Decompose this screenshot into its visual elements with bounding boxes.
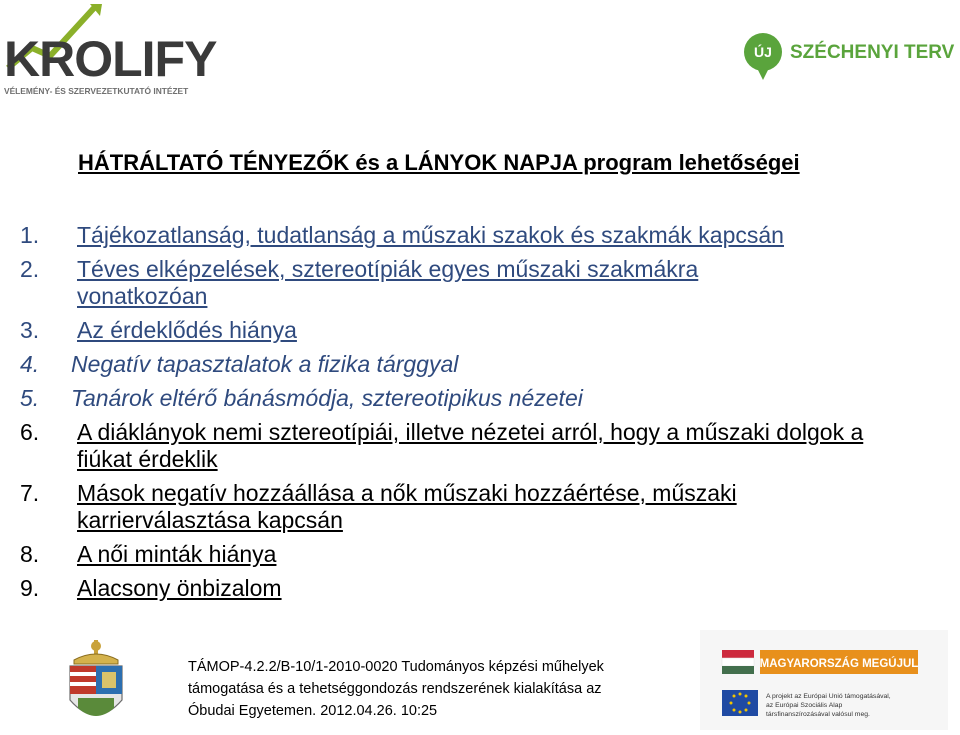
item-text: A női minták hiánya	[77, 541, 277, 567]
item-text: A diáklányok nemi sztereotípiái, illetve nézetei arról, hogy a műszaki dolgok a fiúkat érdeklik	[77, 419, 864, 472]
list-item	[20, 541, 920, 568]
item-text: Az érdeklődés hiánya	[77, 317, 297, 343]
item-text: Tanárok eltérő bánásmódja, sztereotipikus nézetei	[71, 385, 583, 411]
item-number: 1.	[20, 222, 40, 248]
svg-text:ÚJ: ÚJ	[754, 44, 772, 60]
eu-funding-banner	[700, 630, 948, 730]
footer-line: támogatása és a tehetséggondozás rendszerének kialakítása az	[188, 681, 602, 697]
item-text: Alacsony önbizalom	[77, 575, 282, 601]
list-item	[20, 351, 920, 378]
svg-text:az Európai Szociális Alap: az Európai Szociális Alap	[766, 702, 843, 709]
item-number: 8.	[20, 541, 40, 567]
svg-text:KROLIFY: KROLIFY	[4, 31, 217, 87]
list-item	[20, 256, 920, 310]
list-item	[20, 419, 920, 473]
svg-text:VÉLEMÉNY- ÉS SZERVEZETKUTATÓ I: VÉLEMÉNY- ÉS SZERVEZETKUTATÓ INTÉZET	[4, 86, 189, 96]
item-number: 2.	[20, 256, 40, 282]
footer-line: Óbudai Egyetemen. 2012.04.26. 10:25	[188, 703, 438, 719]
hungarian-flag-icon	[722, 650, 754, 674]
svg-text:SZÉCHENYI TERV: SZÉCHENYI TERV	[790, 42, 955, 63]
item-text: Tájékozatlanság, tudatlanság a műszaki szakok és szakmák kapcsán	[77, 222, 784, 248]
szechenyi-terv-logo	[742, 30, 957, 82]
item-number: 7.	[20, 480, 40, 506]
krolify-logo	[2, 4, 227, 98]
item-text: Téves elképzelések, sztereotípiák egyes műszaki szakmákra vonatkozóan	[77, 256, 699, 309]
list-item	[20, 317, 920, 344]
item-number: 9.	[20, 575, 40, 601]
svg-text:MAGYARORSZÁG MEGÚJUL: MAGYARORSZÁG MEGÚJUL	[759, 658, 919, 670]
eu-flag-icon	[722, 690, 758, 716]
list-item	[20, 480, 920, 534]
footer-text	[188, 656, 658, 722]
university-crest-icon	[64, 638, 128, 730]
item-text: Negatív tapasztalatok a fizika tárggyal	[71, 351, 459, 377]
item-text: Mások negatív hozzáállása a nők műszaki hozzáértése, műszaki karrierválasztása kapcsán	[77, 480, 737, 533]
page-title: HÁTRÁLTATÓ TÉNYEZŐK és a LÁNYOK NAPJA program lehetőségei	[78, 150, 800, 175]
obstacle-list	[20, 222, 920, 609]
item-number: 6.	[20, 419, 40, 445]
list-item	[20, 385, 920, 412]
item-number: 3.	[20, 317, 40, 343]
item-number: 4.	[20, 351, 40, 377]
svg-text:A projekt az Európai Unió támo: A projekt az Európai Unió támogatásával,	[766, 693, 891, 700]
item-number: 5.	[20, 385, 40, 411]
footer-line: TÁMOP-4.2.2/B-10/1-2010-0020 Tudományos képzési műhelyek	[188, 659, 604, 675]
list-item	[20, 222, 920, 249]
list-item	[20, 575, 920, 602]
svg-text:társfinanszírozásával valósul: társfinanszírozásával valósul meg.	[766, 711, 870, 718]
